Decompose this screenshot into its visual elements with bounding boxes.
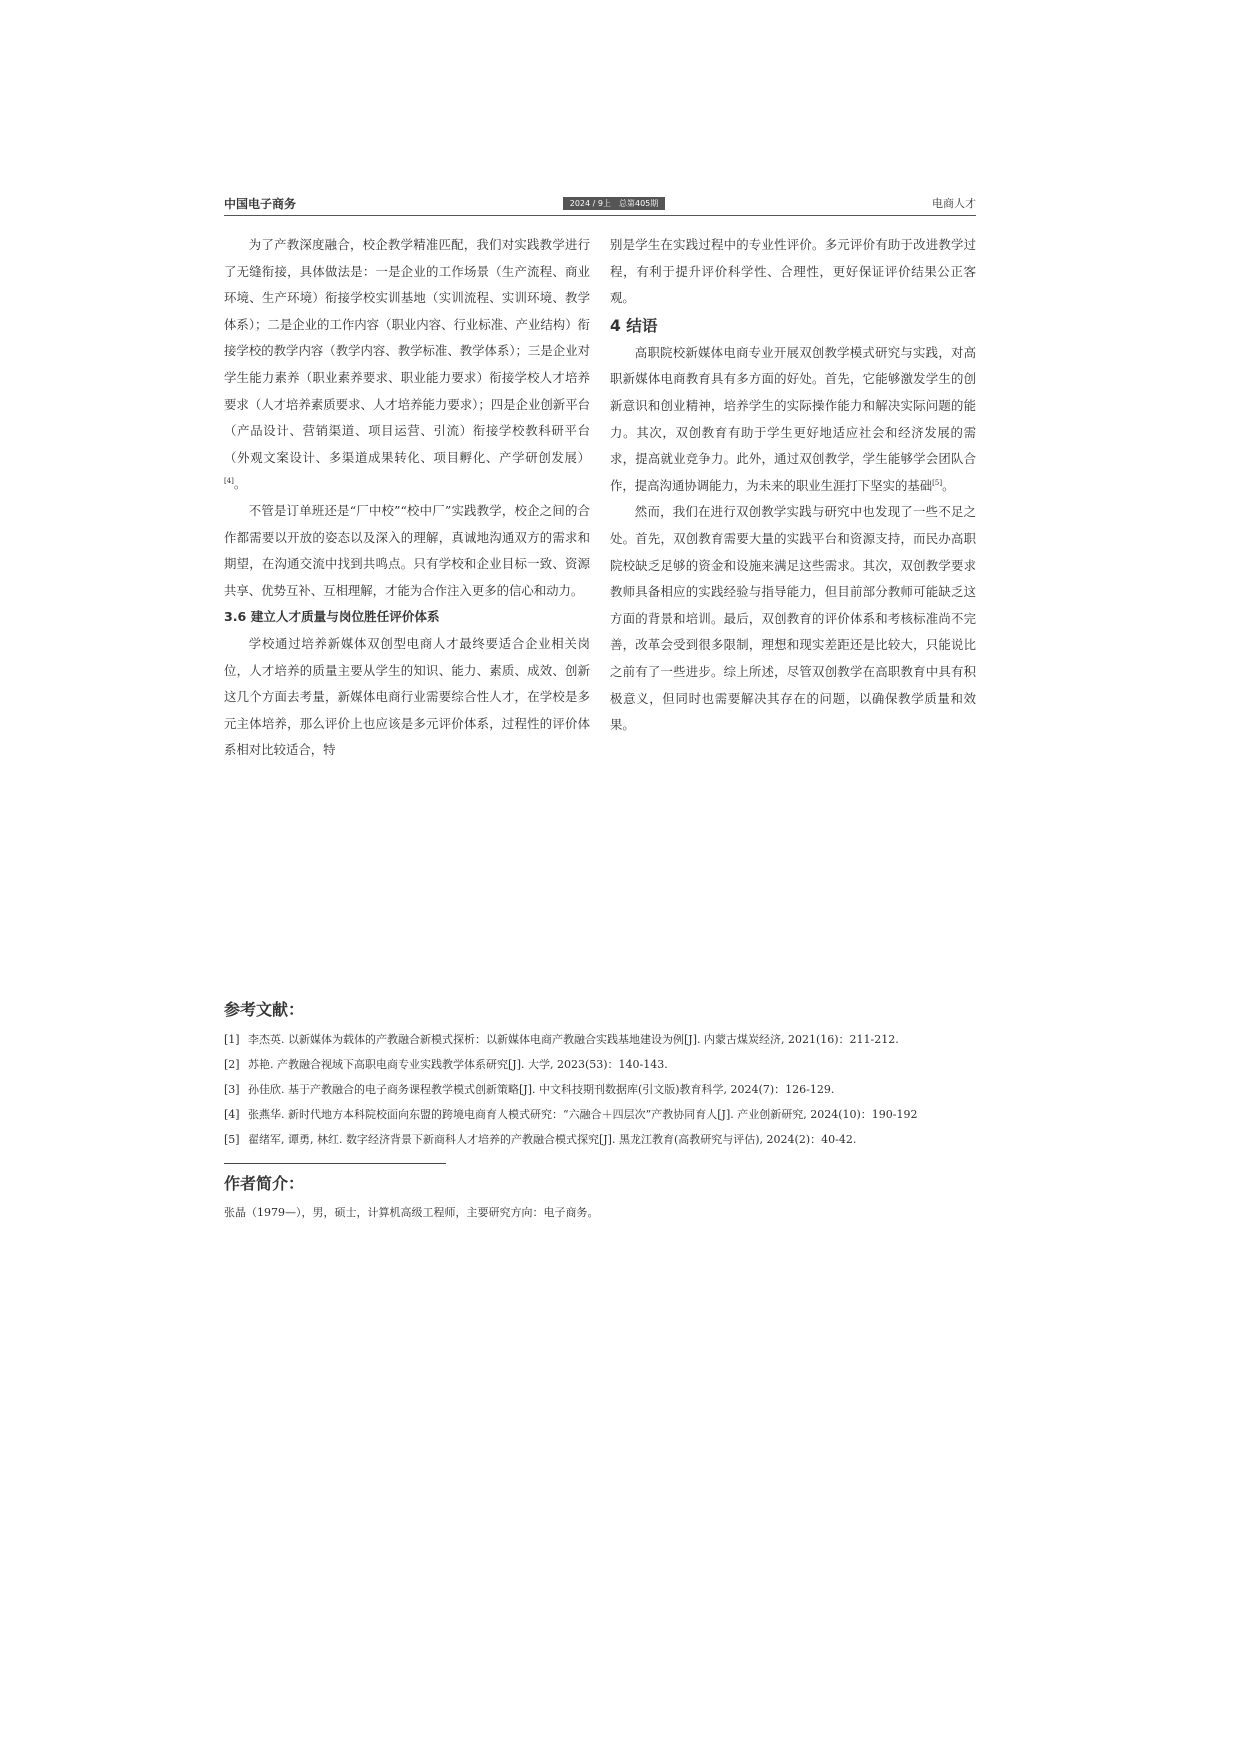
reference-item (224, 1028, 976, 1051)
reference-item (224, 1103, 976, 1126)
paper-page (224, 194, 976, 1219)
reference-number: [5] (224, 1133, 240, 1146)
body-columns (224, 232, 976, 832)
paragraph-school-enterprise: 不管是订单班还是“厂中校”“校中厂”实践教学，校企之间的合作都需要以开放的姿态以及深入的理解，真诚地沟通双方的需求和期望，在沟通交流中找到共鸣点。只有学校和企业目标一致、资源共享、优势互补、互相理解，才能为合作注入更多的信心和动力。 (224, 502, 590, 598)
paragraph-practice-integration: 为了产教深度融合，校企教学精准匹配，我们对实践教学进行了无缝衔接，具体做法是：一是企业的工作场景（生产流程、商业环境、生产环境）衔接学校实训基地（实训流程、实训环境、教学体系）；二是企业的工作内容（职业内容、行业标准、产业结构）衔接学校的教学内容（教学内容、教学标准、教学体系）；三是企业对学生能力素养（职业素养要求、职业能力要求）衔接学校人才培养要求（人才培养素质要求、人才培养能力要求）；四是企业创新平台（产品设计、营销渠道、项目运营、引流）衔接学校教科研平台（外观文案设计、多渠道成果转化、项目孵化、产学研创发展）[4]。 (224, 237, 590, 492)
reference-number: [2] (224, 1058, 240, 1071)
section-heading-3-6: 3.6 建立人才质量与岗位胜任评价体系 (224, 609, 440, 625)
citation-marker: [5] (932, 478, 943, 487)
reference-number: [4] (224, 1108, 240, 1121)
left-column (224, 232, 590, 764)
references-section (224, 998, 976, 1224)
issue-label: 2024 / 9上 总第405期 (563, 197, 666, 210)
paragraph-evaluation-continued: 别是学生在实践过程中的专业性评价。多元评价有助于改进教学过程，有利于提升评价科学性、合理性，更好保证评价结果公正客观。 (610, 237, 976, 306)
author-bio: 张晶（1979—），男，硕士，计算机高级工程师，主要研究方向：电子商务。 (224, 1206, 599, 1219)
paragraph-conclusion-shortcomings: 然而，我们在进行双创教学实践与研究中也发现了一些不足之处。首先，双创教育需要大量的实践平台和资源支持，而民办高职院校缺乏足够的资金和设施来满足这些需求。其次，双创教学要求教师具备相应的实践经验与指导能力，但目前部分教师可能缺乏这方面的背景和培训。最后，双创教育的评价体系和考核标准尚不完善，改革会受到很多限制，理想和现实差距还是比较大，只能说比之前有了一些进步。综上所述，尽管双创教学在高职教育中具有积极意义，但同时也需要解决其存在的问题，以确保教学质量和效果。 (610, 504, 976, 733)
paragraph-conclusion-benefits: 高职院校新媒体电商专业开展双创教学模式研究与实践，对高职新媒体电商教育具有多方面的好处。首先，它能够激发学生的创新意识和创业精神，培养学生的实际操作能力和解决实际问题的能力。其次，双创教育有助于学生更好地适应社会和经济发展的需求，提高就业竞争力。此外，通过双创教学，学生能够学会团队合作，提高沟通协调能力，为未来的职业生涯打下坚实的基础[5]。 (610, 344, 976, 493)
section-name: 电商人才 (931, 197, 976, 210)
citation-marker: [4] (224, 477, 234, 486)
reference-text: 苏艳. 产教融合视域下高职电商专业实践教学体系研究[J]. 大学, 2023(53)：140-143. (248, 1058, 668, 1071)
author-divider (224, 1163, 446, 1164)
reference-text: 翟绪军, 谭勇, 林红. 数字经济背景下新商科人才培养的产教融合模式探究[J]. 黑龙江教育(高教研究与评估), 2024(2)：40-42. (248, 1133, 857, 1146)
reference-number: [1] (224, 1033, 240, 1046)
right-column (610, 232, 976, 739)
paragraph-evaluation-system: 学校通过培养新媒体双创型电商人才最终要适合企业相关岗位，人才培养的质量主要从学生的知识、能力、素质、成效、创新这几个方面去考量，新媒体电商行业需要综合性人才，在学校是多元主体培养，那么评价上也应该是多元评价体系，过程性的评价体系相对比较适合，特 (224, 635, 590, 758)
references-title: 参考文献： (224, 1000, 305, 1019)
reference-text: 孙佳欣. 基于产教融合的电子商务课程教学模式创新策略[J]. 中文科技期刊数据库(引文版)教育科学, 2024(7)：126-129. (248, 1083, 835, 1096)
section-heading-conclusion: 4 结语 (610, 316, 658, 335)
journal-name: 中国电子商务 (224, 196, 297, 211)
reference-item (224, 1078, 976, 1101)
running-header (224, 194, 976, 216)
reference-number: [3] (224, 1083, 240, 1096)
reference-text: 张燕华. 新时代地方本科院校面向东盟的跨境电商育人模式研究：“六融合＋四层次”产教协同育人[J]. 产业创新研究, 2024(10)：190-192 (248, 1108, 918, 1121)
author-title: 作者简介： (224, 1174, 305, 1193)
reference-item (224, 1128, 976, 1151)
reference-text: 李杰英. 以新媒体为载体的产教融合新模式探析：以新媒体电商产教融合实践基地建设为例[J]. 内蒙古煤炭经济, 2021(16)：211-212. (248, 1033, 899, 1046)
reference-item (224, 1053, 976, 1076)
